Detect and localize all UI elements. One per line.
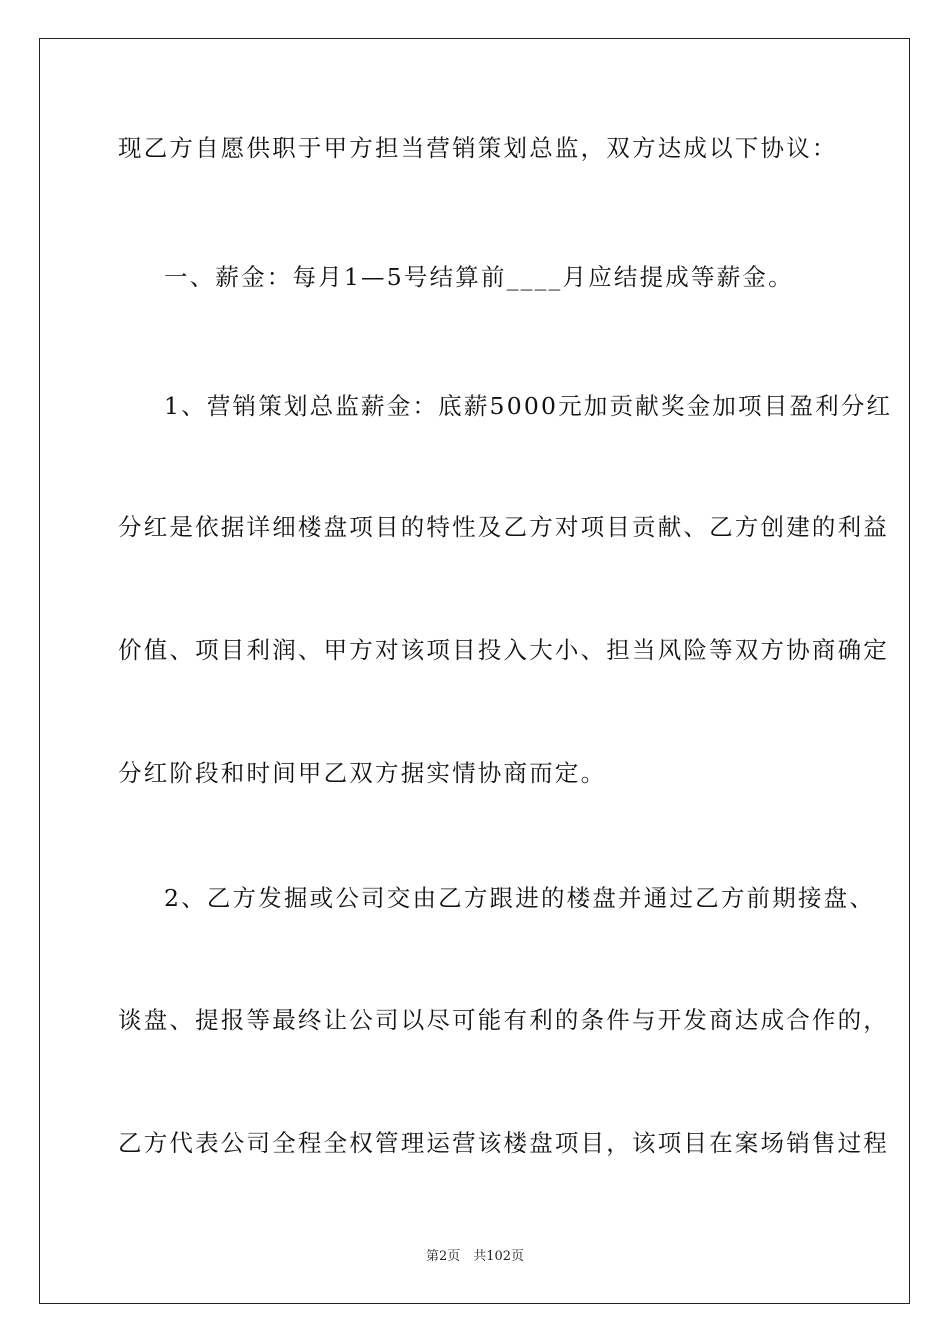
clause-2-line-2: 谈盘、提报等最终让公司以尽可能有利的条件与开发商达成合作的， bbox=[118, 1006, 889, 1034]
clause-1-line-2: 分红是依据详细楼盘项目的特性及乙方对项目贡献、乙方创建的利益 bbox=[118, 513, 889, 541]
clause-1-line-1: 1、营销策划总监薪金：底薪5000元加贡献奖金加项目盈利分红 bbox=[164, 392, 893, 420]
paragraph-line-1: 现乙方自愿供职于甲方担当营销策划总监，双方达成以下协议： bbox=[118, 134, 838, 162]
clause-1-line-3: 价值、项目利润、甲方对该项目投入大小、担当风险等双方协商确定 bbox=[118, 636, 889, 664]
page-border bbox=[39, 38, 910, 1304]
clause-1-line-4: 分红阶段和时间甲乙双方据实情协商而定。 bbox=[118, 759, 607, 787]
clause-2-line-1: 2、乙方发掘或公司交由乙方跟进的楼盘并通过乙方前期接盘、 bbox=[164, 884, 876, 912]
clause-2-line-3: 乙方代表公司全程全权管理运营该楼盘项目，该项目在案场销售过程 bbox=[118, 1129, 889, 1157]
page-number-footer: 第2页 共102页 bbox=[425, 1249, 525, 1264]
section-heading-salary: 一、薪金：每月1—5号结算前____月应结提成等薪金。 bbox=[164, 263, 794, 291]
